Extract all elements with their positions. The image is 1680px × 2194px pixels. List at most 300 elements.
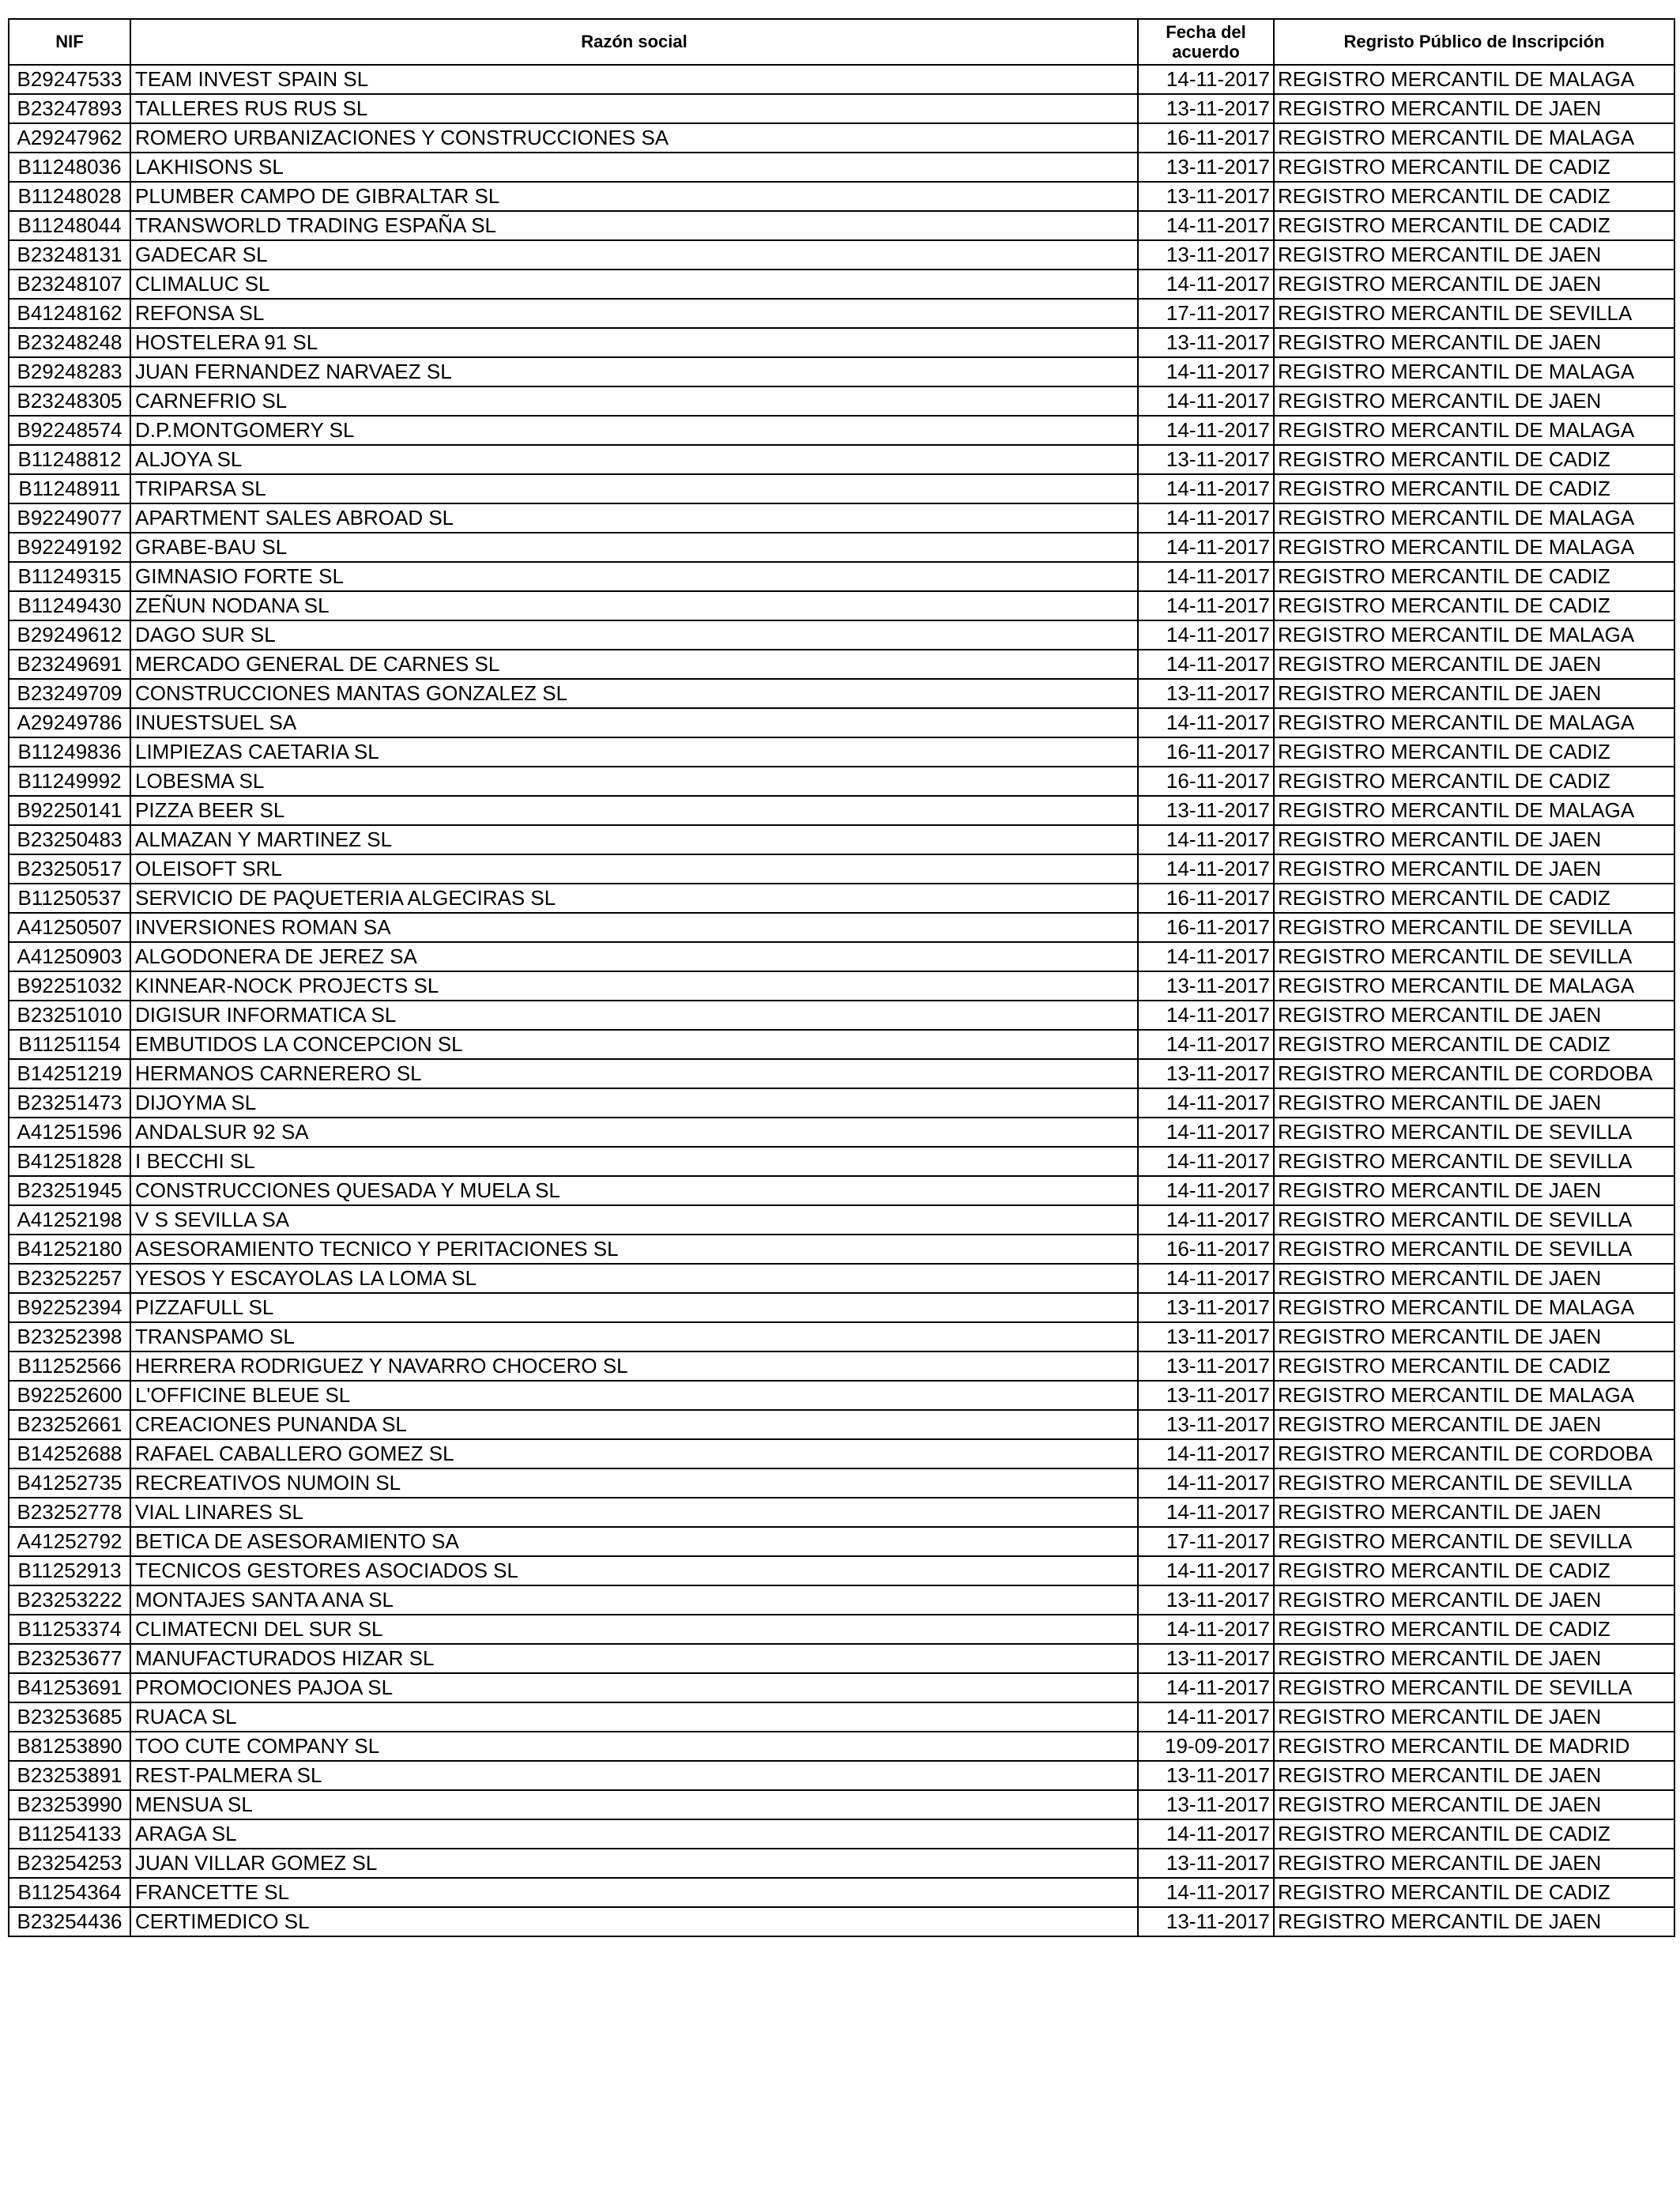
cell-razon-social: HERMANOS CARNERERO SL — [130, 1059, 1138, 1088]
cell-fecha-acuerdo: 13-11-2017 — [1138, 1907, 1274, 1936]
cell-fecha-acuerdo: 13-11-2017 — [1138, 182, 1274, 211]
table-row — [9, 971, 1674, 1001]
cell-registro: REGISTRO MERCANTIL DE SEVILLA — [1274, 1118, 1674, 1147]
cell-registro: REGISTRO MERCANTIL DE SEVILLA — [1274, 1147, 1674, 1176]
cell-razon-social: PIZZAFULL SL — [130, 1293, 1138, 1322]
cell-fecha-acuerdo: 14-11-2017 — [1138, 211, 1274, 240]
cell-nif: B41252735 — [9, 1468, 130, 1498]
cell-fecha-acuerdo: 13-11-2017 — [1138, 94, 1274, 123]
cell-registro: REGISTRO MERCANTIL DE CADIZ — [1274, 1351, 1674, 1381]
table-row — [9, 1615, 1674, 1644]
cell-registro: REGISTRO MERCANTIL DE MALAGA — [1274, 1293, 1674, 1322]
cell-fecha-acuerdo: 13-11-2017 — [1138, 1790, 1274, 1819]
table-row — [9, 1235, 1674, 1264]
table-row — [9, 1001, 1674, 1030]
cell-nif: B23252778 — [9, 1498, 130, 1527]
table-row — [9, 1030, 1674, 1059]
cell-fecha-acuerdo: 14-11-2017 — [1138, 1147, 1274, 1176]
cell-fecha-acuerdo: 13-11-2017 — [1138, 971, 1274, 1001]
cell-nif: A41250903 — [9, 942, 130, 971]
table-row — [9, 1293, 1674, 1322]
cell-registro: REGISTRO MERCANTIL DE CADIZ — [1274, 1030, 1674, 1059]
cell-registro: REGISTRO MERCANTIL DE MALAGA — [1274, 796, 1674, 825]
cell-fecha-acuerdo: 14-11-2017 — [1138, 1118, 1274, 1147]
cell-registro: REGISTRO MERCANTIL DE SEVILLA — [1274, 299, 1674, 328]
table-row — [9, 386, 1674, 416]
cell-nif: B11249315 — [9, 562, 130, 591]
cell-razon-social: INVERSIONES ROMAN SA — [130, 913, 1138, 942]
cell-nif: B23253685 — [9, 1702, 130, 1732]
cell-nif: B92252600 — [9, 1381, 130, 1410]
table-row — [9, 1878, 1674, 1907]
cell-razon-social: YESOS Y ESCAYOLAS LA LOMA SL — [130, 1264, 1138, 1293]
cell-registro: REGISTRO MERCANTIL DE MALAGA — [1274, 357, 1674, 386]
table-row — [9, 1468, 1674, 1498]
table-row — [9, 1732, 1674, 1761]
cell-nif: B23248107 — [9, 270, 130, 299]
cell-registro: REGISTRO MERCANTIL DE MALAGA — [1274, 1381, 1674, 1410]
cell-razon-social: FRANCETTE SL — [130, 1878, 1138, 1907]
cell-nif: B92249077 — [9, 503, 130, 533]
cell-nif: B11252566 — [9, 1351, 130, 1381]
cell-nif: B11254364 — [9, 1878, 130, 1907]
table-row — [9, 1381, 1674, 1410]
cell-fecha-acuerdo: 14-11-2017 — [1138, 1205, 1274, 1235]
cell-fecha-acuerdo: 14-11-2017 — [1138, 1176, 1274, 1205]
cell-registro: REGISTRO MERCANTIL DE CORDOBA — [1274, 1059, 1674, 1088]
cell-nif: A41250507 — [9, 913, 130, 942]
cell-fecha-acuerdo: 14-11-2017 — [1138, 503, 1274, 533]
cell-registro: REGISTRO MERCANTIL DE JAEN — [1274, 1849, 1674, 1878]
cell-nif: B23252661 — [9, 1410, 130, 1439]
cell-razon-social: CONSTRUCCIONES MANTAS GONZALEZ SL — [130, 679, 1138, 708]
cell-nif: B23250483 — [9, 825, 130, 854]
cell-registro: REGISTRO MERCANTIL DE JAEN — [1274, 240, 1674, 270]
table-row — [9, 416, 1674, 445]
cell-registro: REGISTRO MERCANTIL DE JAEN — [1274, 1644, 1674, 1673]
cell-fecha-acuerdo: 13-11-2017 — [1138, 240, 1274, 270]
cell-fecha-acuerdo: 16-11-2017 — [1138, 123, 1274, 153]
cell-razon-social: TOO CUTE COMPANY SL — [130, 1732, 1138, 1761]
cell-razon-social: RAFAEL CABALLERO GOMEZ SL — [130, 1439, 1138, 1468]
cell-razon-social: VIAL LINARES SL — [130, 1498, 1138, 1527]
cell-fecha-acuerdo: 13-11-2017 — [1138, 328, 1274, 357]
cell-razon-social: CLIMALUC SL — [130, 270, 1138, 299]
cell-registro: REGISTRO MERCANTIL DE MADRID — [1274, 1732, 1674, 1761]
cell-registro: REGISTRO MERCANTIL DE JAEN — [1274, 1585, 1674, 1615]
cell-razon-social: PLUMBER CAMPO DE GIBRALTAR SL — [130, 182, 1138, 211]
cell-nif: B29247533 — [9, 65, 130, 94]
cell-nif: B23254253 — [9, 1849, 130, 1878]
cell-razon-social: JUAN FERNANDEZ NARVAEZ SL — [130, 357, 1138, 386]
cell-registro: REGISTRO MERCANTIL DE JAEN — [1274, 650, 1674, 679]
cell-nif: B92248574 — [9, 416, 130, 445]
table-row — [9, 533, 1674, 562]
cell-registro: REGISTRO MERCANTIL DE JAEN — [1274, 386, 1674, 416]
table-row — [9, 65, 1674, 94]
cell-nif: B11251154 — [9, 1030, 130, 1059]
cell-nif: B11248812 — [9, 445, 130, 474]
cell-fecha-acuerdo: 14-11-2017 — [1138, 1702, 1274, 1732]
cell-nif: B41248162 — [9, 299, 130, 328]
cell-nif: B23253990 — [9, 1790, 130, 1819]
cell-fecha-acuerdo: 14-11-2017 — [1138, 416, 1274, 445]
cell-nif: B23253891 — [9, 1761, 130, 1790]
cell-fecha-acuerdo: 14-11-2017 — [1138, 1264, 1274, 1293]
cell-fecha-acuerdo: 13-11-2017 — [1138, 1410, 1274, 1439]
cell-registro: REGISTRO MERCANTIL DE MALAGA — [1274, 971, 1674, 1001]
cell-nif: A29249786 — [9, 708, 130, 737]
cell-nif: B23250517 — [9, 854, 130, 884]
cell-razon-social: CERTIMEDICO SL — [130, 1907, 1138, 1936]
cell-razon-social: GRABE-BAU SL — [130, 533, 1138, 562]
cell-registro: REGISTRO MERCANTIL DE SEVILLA — [1274, 1468, 1674, 1498]
cell-registro: REGISTRO MERCANTIL DE CADIZ — [1274, 211, 1674, 240]
cell-razon-social: DIJOYMA SL — [130, 1088, 1138, 1118]
cell-registro: REGISTRO MERCANTIL DE SEVILLA — [1274, 1527, 1674, 1556]
cell-razon-social: PIZZA BEER SL — [130, 796, 1138, 825]
cell-razon-social: APARTMENT SALES ABROAD SL — [130, 503, 1138, 533]
cell-razon-social: MONTAJES SANTA ANA SL — [130, 1585, 1138, 1615]
table-row — [9, 1790, 1674, 1819]
cell-fecha-acuerdo: 14-11-2017 — [1138, 942, 1274, 971]
cell-razon-social: HERRERA RODRIGUEZ Y NAVARRO CHOCERO SL — [130, 1351, 1138, 1381]
cell-nif: B92250141 — [9, 796, 130, 825]
cell-registro: REGISTRO MERCANTIL DE CADIZ — [1274, 562, 1674, 591]
table-row — [9, 1147, 1674, 1176]
table-row — [9, 1527, 1674, 1556]
table-row — [9, 1059, 1674, 1088]
table-row — [9, 1088, 1674, 1118]
cell-fecha-acuerdo: 17-11-2017 — [1138, 299, 1274, 328]
cell-nif: B23248248 — [9, 328, 130, 357]
cell-fecha-acuerdo: 14-11-2017 — [1138, 825, 1274, 854]
table-row — [9, 1205, 1674, 1235]
cell-razon-social: CLIMATECNI DEL SUR SL — [130, 1615, 1138, 1644]
cell-razon-social: ARAGA SL — [130, 1819, 1138, 1849]
cell-nif: A41252198 — [9, 1205, 130, 1235]
cell-registro: REGISTRO MERCANTIL DE CORDOBA — [1274, 1439, 1674, 1468]
cell-nif: B92252394 — [9, 1293, 130, 1322]
cell-fecha-acuerdo: 13-11-2017 — [1138, 1585, 1274, 1615]
cell-fecha-acuerdo: 16-11-2017 — [1138, 767, 1274, 796]
cell-fecha-acuerdo: 14-11-2017 — [1138, 1030, 1274, 1059]
cell-razon-social: ASESORAMIENTO TECNICO Y PERITACIONES SL — [130, 1235, 1138, 1264]
cell-razon-social: DAGO SUR SL — [130, 620, 1138, 650]
cell-fecha-acuerdo: 14-11-2017 — [1138, 1468, 1274, 1498]
cell-razon-social: TEAM INVEST SPAIN SL — [130, 65, 1138, 94]
table-row — [9, 1673, 1674, 1702]
table-row — [9, 884, 1674, 913]
cell-nif: B29248283 — [9, 357, 130, 386]
cell-nif: B23252398 — [9, 1322, 130, 1351]
cell-razon-social: GADECAR SL — [130, 240, 1138, 270]
cell-registro: REGISTRO MERCANTIL DE JAEN — [1274, 679, 1674, 708]
cell-razon-social: OLEISOFT SRL — [130, 854, 1138, 884]
cell-nif: B14252688 — [9, 1439, 130, 1468]
table-row — [9, 1410, 1674, 1439]
cell-razon-social: PROMOCIONES PAJOA SL — [130, 1673, 1138, 1702]
cell-razon-social: INUESTSUEL SA — [130, 708, 1138, 737]
cell-nif: B23253677 — [9, 1644, 130, 1673]
cell-razon-social: TRANSWORLD TRADING ESPAÑA SL — [130, 211, 1138, 240]
table-row — [9, 328, 1674, 357]
table-row — [9, 1819, 1674, 1849]
cell-registro: REGISTRO MERCANTIL DE SEVILLA — [1274, 1673, 1674, 1702]
cell-razon-social: D.P.MONTGOMERY SL — [130, 416, 1138, 445]
cell-registro: REGISTRO MERCANTIL DE MALAGA — [1274, 620, 1674, 650]
cell-fecha-acuerdo: 13-11-2017 — [1138, 1761, 1274, 1790]
cell-fecha-acuerdo: 14-11-2017 — [1138, 386, 1274, 416]
cell-nif: B11248036 — [9, 153, 130, 182]
cell-registro: REGISTRO MERCANTIL DE MALAGA — [1274, 533, 1674, 562]
cell-nif: B23248131 — [9, 240, 130, 270]
cell-registro: REGISTRO MERCANTIL DE JAEN — [1274, 825, 1674, 854]
cell-nif: B23251945 — [9, 1176, 130, 1205]
table-row — [9, 1322, 1674, 1351]
registry-table-container — [8, 18, 1675, 1937]
cell-nif: B41253691 — [9, 1673, 130, 1702]
cell-registro: REGISTRO MERCANTIL DE JAEN — [1274, 1176, 1674, 1205]
cell-fecha-acuerdo: 13-11-2017 — [1138, 1351, 1274, 1381]
cell-razon-social: LIMPIEZAS CAETARIA SL — [130, 737, 1138, 767]
cell-razon-social: TRANSPAMO SL — [130, 1322, 1138, 1351]
cell-registro: REGISTRO MERCANTIL DE JAEN — [1274, 1790, 1674, 1819]
cell-razon-social: REFONSA SL — [130, 299, 1138, 328]
table-row — [9, 562, 1674, 591]
cell-razon-social: CREACIONES PUNANDA SL — [130, 1410, 1138, 1439]
cell-razon-social: TALLERES RUS RUS SL — [130, 94, 1138, 123]
cell-fecha-acuerdo: 14-11-2017 — [1138, 357, 1274, 386]
cell-razon-social: REST-PALMERA SL — [130, 1761, 1138, 1790]
cell-registro: REGISTRO MERCANTIL DE JAEN — [1274, 270, 1674, 299]
table-row — [9, 1702, 1674, 1732]
table-row — [9, 825, 1674, 854]
table-row — [9, 942, 1674, 971]
cell-razon-social: ZEÑUN NODANA SL — [130, 591, 1138, 620]
cell-registro: REGISTRO MERCANTIL DE JAEN — [1274, 328, 1674, 357]
cell-registro: REGISTRO MERCANTIL DE JAEN — [1274, 1498, 1674, 1527]
cell-registro: REGISTRO MERCANTIL DE CADIZ — [1274, 445, 1674, 474]
table-header-row — [9, 19, 1674, 65]
table-row — [9, 1498, 1674, 1527]
cell-razon-social: RUACA SL — [130, 1702, 1138, 1732]
cell-razon-social: ALJOYA SL — [130, 445, 1138, 474]
cell-razon-social: MENSUA SL — [130, 1790, 1138, 1819]
cell-razon-social: RECREATIVOS NUMOIN SL — [130, 1468, 1138, 1498]
cell-fecha-acuerdo: 16-11-2017 — [1138, 913, 1274, 942]
header-razon-social: Razón social — [130, 19, 1138, 65]
cell-razon-social: MERCADO GENERAL DE CARNES SL — [130, 650, 1138, 679]
cell-registro: REGISTRO MERCANTIL DE CADIZ — [1274, 737, 1674, 767]
cell-registro: REGISTRO MERCANTIL DE JAEN — [1274, 1088, 1674, 1118]
table-row — [9, 1644, 1674, 1673]
cell-fecha-acuerdo: 13-11-2017 — [1138, 1293, 1274, 1322]
cell-fecha-acuerdo: 16-11-2017 — [1138, 1235, 1274, 1264]
cell-fecha-acuerdo: 14-11-2017 — [1138, 708, 1274, 737]
cell-nif: A41252792 — [9, 1527, 130, 1556]
table-row — [9, 240, 1674, 270]
cell-nif: B23247893 — [9, 94, 130, 123]
cell-registro: REGISTRO MERCANTIL DE CADIZ — [1274, 1556, 1674, 1585]
cell-registro: REGISTRO MERCANTIL DE CADIZ — [1274, 591, 1674, 620]
table-row — [9, 1556, 1674, 1585]
cell-razon-social: ROMERO URBANIZACIONES Y CONSTRUCCIONES SA — [130, 123, 1138, 153]
cell-registro: REGISTRO MERCANTIL DE CADIZ — [1274, 1878, 1674, 1907]
cell-fecha-acuerdo: 14-11-2017 — [1138, 591, 1274, 620]
cell-registro: REGISTRO MERCANTIL DE MALAGA — [1274, 416, 1674, 445]
cell-nif: B23249709 — [9, 679, 130, 708]
cell-nif: B11254133 — [9, 1819, 130, 1849]
cell-fecha-acuerdo: 16-11-2017 — [1138, 737, 1274, 767]
cell-registro: REGISTRO MERCANTIL DE CADIZ — [1274, 1819, 1674, 1849]
cell-nif: B92249192 — [9, 533, 130, 562]
cell-registro: REGISTRO MERCANTIL DE CADIZ — [1274, 1615, 1674, 1644]
table-row — [9, 679, 1674, 708]
table-row — [9, 854, 1674, 884]
cell-registro: REGISTRO MERCANTIL DE MALAGA — [1274, 708, 1674, 737]
cell-fecha-acuerdo: 14-11-2017 — [1138, 1498, 1274, 1527]
table-row — [9, 650, 1674, 679]
cell-nif: B23251473 — [9, 1088, 130, 1118]
cell-registro: REGISTRO MERCANTIL DE CADIZ — [1274, 474, 1674, 503]
cell-razon-social: JUAN VILLAR GOMEZ SL — [130, 1849, 1138, 1878]
cell-registro: REGISTRO MERCANTIL DE MALAGA — [1274, 123, 1674, 153]
table-row — [9, 767, 1674, 796]
table-row — [9, 270, 1674, 299]
cell-nif: B23252257 — [9, 1264, 130, 1293]
cell-fecha-acuerdo: 14-11-2017 — [1138, 1615, 1274, 1644]
cell-fecha-acuerdo: 14-11-2017 — [1138, 620, 1274, 650]
cell-nif: B29249612 — [9, 620, 130, 650]
cell-fecha-acuerdo: 14-11-2017 — [1138, 1673, 1274, 1702]
cell-razon-social: ANDALSUR 92 SA — [130, 1118, 1138, 1147]
table-row — [9, 913, 1674, 942]
cell-razon-social: V S SEVILLA SA — [130, 1205, 1138, 1235]
table-row — [9, 1351, 1674, 1381]
header-nif: NIF — [9, 19, 130, 65]
cell-fecha-acuerdo: 14-11-2017 — [1138, 1088, 1274, 1118]
cell-registro: REGISTRO MERCANTIL DE JAEN — [1274, 1702, 1674, 1732]
cell-nif: A29247962 — [9, 123, 130, 153]
cell-fecha-acuerdo: 13-11-2017 — [1138, 1644, 1274, 1673]
cell-registro: REGISTRO MERCANTIL DE JAEN — [1274, 1001, 1674, 1030]
cell-registro: REGISTRO MERCANTIL DE SEVILLA — [1274, 942, 1674, 971]
cell-nif: B11253374 — [9, 1615, 130, 1644]
cell-fecha-acuerdo: 14-11-2017 — [1138, 1819, 1274, 1849]
cell-razon-social: ALGODONERA DE JEREZ SA — [130, 942, 1138, 971]
cell-nif: B41251828 — [9, 1147, 130, 1176]
cell-razon-social: L'OFFICINE BLEUE SL — [130, 1381, 1138, 1410]
cell-fecha-acuerdo: 16-11-2017 — [1138, 884, 1274, 913]
companies-table — [8, 18, 1675, 1937]
cell-razon-social: ALMAZAN Y MARTINEZ SL — [130, 825, 1138, 854]
cell-registro: REGISTRO MERCANTIL DE MALAGA — [1274, 503, 1674, 533]
table-row — [9, 211, 1674, 240]
header-registro: Regristo Público de Inscripción — [1274, 19, 1674, 65]
table-row — [9, 1907, 1674, 1936]
cell-fecha-acuerdo: 14-11-2017 — [1138, 1001, 1274, 1030]
table-row — [9, 123, 1674, 153]
table-body — [9, 65, 1674, 1936]
cell-razon-social: KINNEAR-NOCK PROJECTS SL — [130, 971, 1138, 1001]
cell-registro: REGISTRO MERCANTIL DE JAEN — [1274, 1322, 1674, 1351]
cell-nif: B11249430 — [9, 591, 130, 620]
table-row — [9, 153, 1674, 182]
cell-fecha-acuerdo: 14-11-2017 — [1138, 1439, 1274, 1468]
cell-fecha-acuerdo: 13-11-2017 — [1138, 1059, 1274, 1088]
table-row — [9, 1118, 1674, 1147]
table-row — [9, 94, 1674, 123]
cell-fecha-acuerdo: 14-11-2017 — [1138, 270, 1274, 299]
cell-fecha-acuerdo: 14-11-2017 — [1138, 650, 1274, 679]
cell-nif: B11248028 — [9, 182, 130, 211]
cell-registro: REGISTRO MERCANTIL DE JAEN — [1274, 94, 1674, 123]
cell-razon-social: EMBUTIDOS LA CONCEPCION SL — [130, 1030, 1138, 1059]
cell-nif: B41252180 — [9, 1235, 130, 1264]
table-row — [9, 620, 1674, 650]
cell-registro: REGISTRO MERCANTIL DE CADIZ — [1274, 767, 1674, 796]
cell-fecha-acuerdo: 13-11-2017 — [1138, 1322, 1274, 1351]
table-row — [9, 299, 1674, 328]
cell-nif: B23253222 — [9, 1585, 130, 1615]
cell-fecha-acuerdo: 14-11-2017 — [1138, 1878, 1274, 1907]
cell-nif: B14251219 — [9, 1059, 130, 1088]
cell-nif: B11250537 — [9, 884, 130, 913]
cell-registro: REGISTRO MERCANTIL DE SEVILLA — [1274, 1205, 1674, 1235]
cell-registro: REGISTRO MERCANTIL DE JAEN — [1274, 1264, 1674, 1293]
table-row — [9, 503, 1674, 533]
table-row — [9, 1264, 1674, 1293]
cell-nif: B11248044 — [9, 211, 130, 240]
cell-razon-social: TECNICOS GESTORES ASOCIADOS SL — [130, 1556, 1138, 1585]
cell-razon-social: CARNEFRIO SL — [130, 386, 1138, 416]
cell-fecha-acuerdo: 14-11-2017 — [1138, 474, 1274, 503]
cell-registro: REGISTRO MERCANTIL DE CADIZ — [1274, 153, 1674, 182]
cell-registro: REGISTRO MERCANTIL DE JAEN — [1274, 1410, 1674, 1439]
cell-razon-social: LAKHISONS SL — [130, 153, 1138, 182]
table-row — [9, 591, 1674, 620]
cell-razon-social: LOBESMA SL — [130, 767, 1138, 796]
cell-nif: B23248305 — [9, 386, 130, 416]
cell-nif: B23249691 — [9, 650, 130, 679]
header-fecha-acuerdo: Fecha del acuerdo — [1138, 19, 1274, 65]
table-row — [9, 1439, 1674, 1468]
cell-razon-social: MANUFACTURADOS HIZAR SL — [130, 1644, 1138, 1673]
cell-fecha-acuerdo: 17-11-2017 — [1138, 1527, 1274, 1556]
cell-registro: REGISTRO MERCANTIL DE CADIZ — [1274, 182, 1674, 211]
table-row — [9, 474, 1674, 503]
cell-registro: REGISTRO MERCANTIL DE MALAGA — [1274, 65, 1674, 94]
cell-nif: B92251032 — [9, 971, 130, 1001]
cell-razon-social: SERVICIO DE PAQUETERIA ALGECIRAS SL — [130, 884, 1138, 913]
cell-fecha-acuerdo: 14-11-2017 — [1138, 65, 1274, 94]
cell-razon-social: DIGISUR INFORMATICA SL — [130, 1001, 1138, 1030]
cell-fecha-acuerdo: 14-11-2017 — [1138, 562, 1274, 591]
cell-nif: B23254436 — [9, 1907, 130, 1936]
cell-fecha-acuerdo: 13-11-2017 — [1138, 1849, 1274, 1878]
cell-nif: B11249836 — [9, 737, 130, 767]
cell-nif: B23251010 — [9, 1001, 130, 1030]
cell-fecha-acuerdo: 13-11-2017 — [1138, 153, 1274, 182]
table-row — [9, 1176, 1674, 1205]
cell-nif: B11249992 — [9, 767, 130, 796]
table-row — [9, 1761, 1674, 1790]
cell-nif: A41251596 — [9, 1118, 130, 1147]
cell-razon-social: TRIPARSA SL — [130, 474, 1138, 503]
table-row — [9, 708, 1674, 737]
cell-razon-social: CONSTRUCCIONES QUESADA Y MUELA SL — [130, 1176, 1138, 1205]
